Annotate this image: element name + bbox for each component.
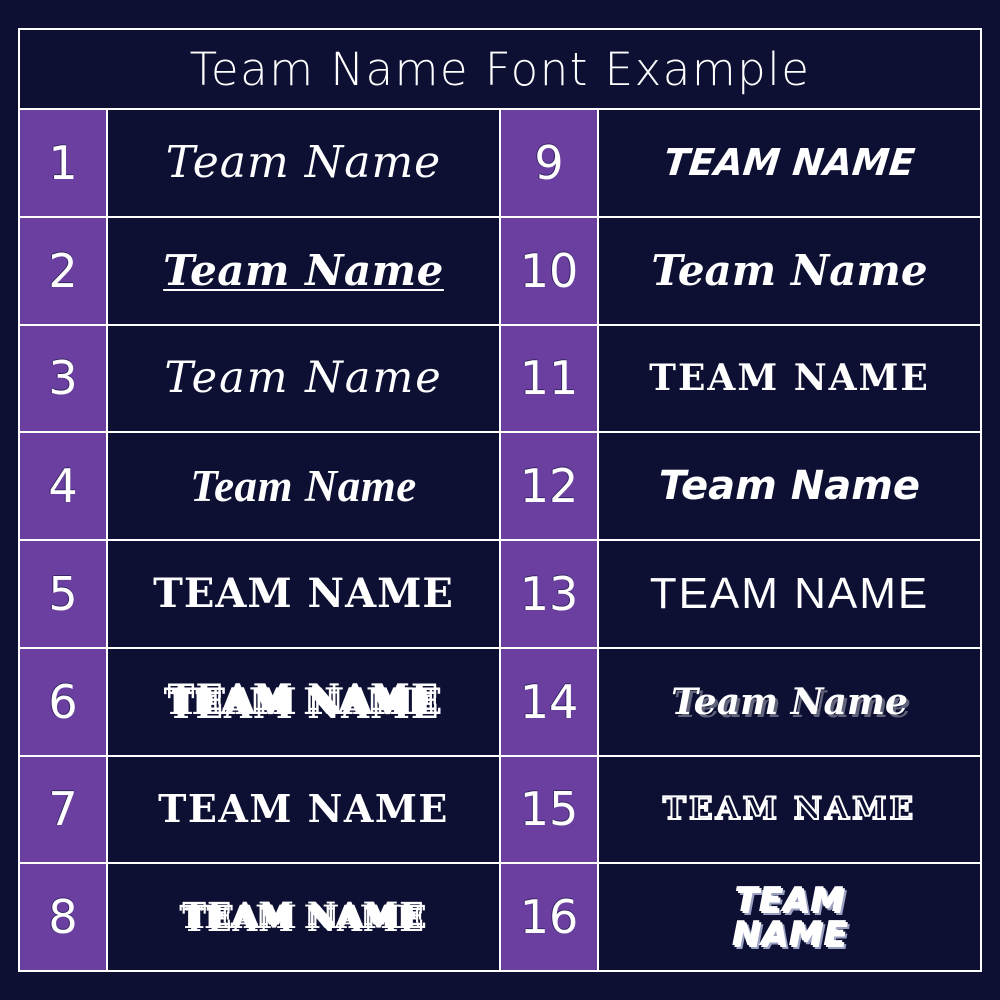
font-number-10: 10: [519, 243, 579, 298]
font-number-15: 15: [519, 782, 579, 837]
font-row-6[interactable]: [20, 649, 499, 757]
font-number-cell-13: [501, 541, 599, 647]
font-number-1: 1: [48, 135, 78, 190]
font-number-6: 6: [48, 674, 78, 729]
font-sample-5: TEAM NAME: [153, 569, 454, 617]
font-sample-16-line1: TEAM: [734, 879, 845, 920]
font-row-12[interactable]: [501, 433, 980, 541]
font-number-9: 9: [534, 135, 564, 190]
font-row-13[interactable]: [501, 541, 980, 649]
font-sample-cell-13: [599, 541, 980, 647]
font-sample-cell-1: [108, 110, 499, 216]
font-sample-8: TEAM NAME: [182, 898, 425, 937]
font-number-8: 8: [48, 890, 78, 945]
font-sample-cell-9: [599, 110, 980, 216]
font-sample-cell-8: [108, 864, 499, 970]
font-row-14[interactable]: [501, 649, 980, 757]
font-row-11[interactable]: [501, 326, 980, 434]
font-number-5: 5: [48, 566, 78, 621]
font-number-14: 14: [519, 674, 579, 729]
font-row-7[interactable]: [20, 757, 499, 865]
font-row-5[interactable]: [20, 541, 499, 649]
font-sample-cell-5: [108, 541, 499, 647]
font-number-cell-15: [501, 757, 599, 863]
font-sample-11: TEAM NAME: [649, 357, 930, 400]
font-sample-cell-2: [108, 218, 499, 324]
font-sample-cell-12: [599, 433, 980, 539]
font-column-left: [20, 110, 501, 970]
font-number-11: 11: [519, 351, 579, 406]
font-row-1[interactable]: [20, 110, 499, 218]
font-sample-cell-7: [108, 757, 499, 863]
font-row-8[interactable]: [20, 864, 499, 970]
font-number-4: 4: [48, 459, 78, 514]
font-sample-7: TEAM NAME: [158, 786, 449, 832]
font-number-2: 2: [48, 243, 78, 298]
font-grid: [20, 110, 980, 970]
font-sample-cell-14: [599, 649, 980, 755]
font-sample-9: TEAM NAME: [661, 141, 918, 185]
font-sample-3: Team Name: [164, 352, 443, 403]
font-sample-13: TEAM NAME: [649, 568, 930, 618]
font-sample-10: Team Name: [651, 245, 928, 295]
font-number-cell-4: [20, 433, 108, 539]
font-sample-cell-15: [599, 757, 980, 863]
font-sample-14: Team Name: [671, 680, 908, 723]
font-number-cell-9: [501, 110, 599, 216]
font-number-7: 7: [48, 782, 78, 837]
font-sample-cell-4: [108, 433, 499, 539]
font-sample-2: Team Name: [163, 245, 444, 295]
font-number-cell-6: [20, 649, 108, 755]
font-number-cell-2: [20, 218, 108, 324]
font-number-cell-3: [20, 326, 108, 432]
font-row-2[interactable]: [20, 218, 499, 326]
font-number-cell-11: [501, 326, 599, 432]
font-row-9[interactable]: [501, 110, 980, 218]
font-number-cell-8: [20, 864, 108, 970]
chart-title-row: [20, 30, 980, 110]
font-number-cell-7: [20, 757, 108, 863]
font-sample-4: Team Name: [190, 460, 417, 511]
font-row-15[interactable]: [501, 757, 980, 865]
font-row-10[interactable]: [501, 218, 980, 326]
font-sample-cell-16: [599, 864, 980, 970]
font-sample-cell-11: [599, 326, 980, 432]
font-sample-16: [731, 879, 848, 955]
font-sample-12: Team Name: [658, 463, 921, 510]
font-row-4[interactable]: [20, 433, 499, 541]
font-sample-1: Team Name: [165, 136, 442, 188]
font-row-16[interactable]: [501, 864, 980, 970]
font-sample-cell-10: [599, 218, 980, 324]
font-sample-cell-6: [108, 649, 499, 755]
font-sample-6: TEAM NAME: [167, 680, 440, 723]
font-sample-15: TEAM NAME: [662, 790, 917, 827]
font-number-cell-10: [501, 218, 599, 324]
font-row-3[interactable]: [20, 326, 499, 434]
font-sample-16-line2: NAME: [731, 914, 848, 955]
font-number-12: 12: [519, 459, 579, 514]
font-number-cell-16: [501, 864, 599, 970]
font-column-right: [501, 110, 980, 970]
font-number-cell-5: [20, 541, 108, 647]
font-number-3: 3: [48, 351, 78, 406]
font-number-cell-12: [501, 433, 599, 539]
page-title: Team Name Font Example: [189, 42, 811, 96]
font-example-chart: [18, 28, 982, 972]
font-number-16: 16: [519, 890, 579, 945]
font-number-13: 13: [519, 566, 579, 621]
font-number-cell-1: [20, 110, 108, 216]
font-number-cell-14: [501, 649, 599, 755]
font-sample-cell-3: [108, 326, 499, 432]
